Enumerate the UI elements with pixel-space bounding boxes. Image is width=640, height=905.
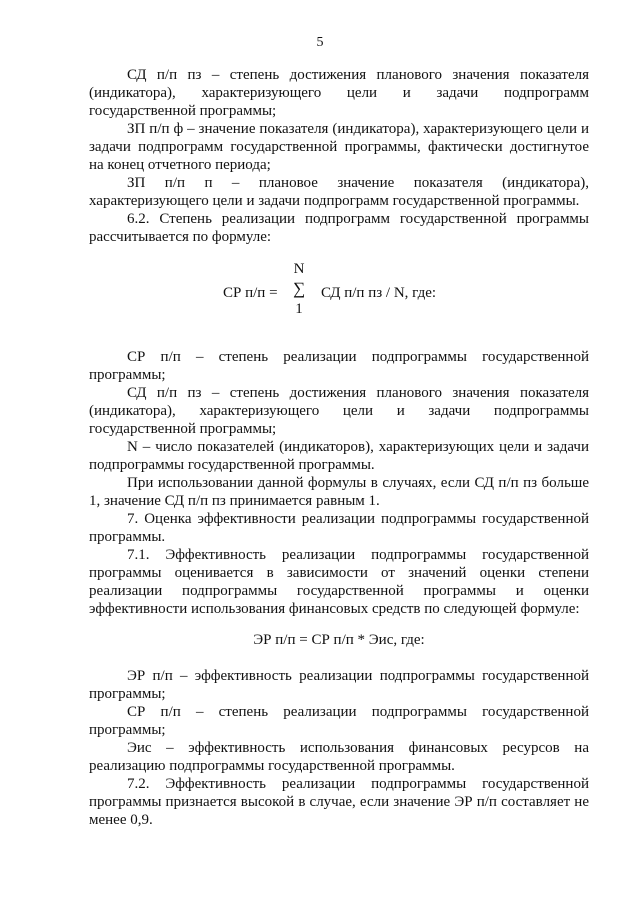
sum-upper-limit: N [293,261,305,277]
formula-rhs: СД п/п пз / N, где: [321,285,437,301]
paragraph: ЭР п/п – эффективность реализации подпрограммы государственной программы; [89,668,589,702]
page-number: 5 [316,35,324,50]
paragraph: При использовании данной формулы в случаях, если СД п/п пз больше 1, значение СД п/п пз принимается равным 1. [89,475,589,509]
formula-sr [89,260,589,326]
section-heading: 7. Оценка эффективности реализации подпрограммы государственной программы. [89,511,589,545]
formula-er: ЭР п/п = СР п/п * Эис, где: [253,632,425,648]
paragraph: СД п/п пз – степень достижения планового значения показателя (индикатора), характеризующего цели и задачи подпрограммы государственной программы; [89,385,589,437]
paragraph: ЗП п/п ф – значение показателя (индикатора), характеризующего цели и задачи подпрограмм государственной программы, фактически достигнутое на конец отчетного периода; [89,121,589,173]
sigma-symbol: ∑ [292,279,306,298]
paragraph: 6.2. Степень реализации подпрограмм государственной программы рассчитывается по формуле: [89,211,589,245]
paragraph: ЗП п/п п – плановое значение показателя (индикатора), характеризующего цели и задачи подпрограмм государственной программы. [89,175,589,209]
paragraph: 7.1. Эффективность реализации подпрограммы государственной программы оценивается в зависимости от значений оценки степени реализации подпрограммы государственной программы и оценки эффективности использования финансовых средств по следующей формуле: [89,547,589,617]
paragraph: 7.2. Эффективность реализации подпрограммы государственной программы признается высокой в случае, если значение ЭР п/п составляет не менее 0,9. [89,776,589,828]
paragraph: N – число показателей (индикаторов), характеризующих цели и задачи подпрограммы государственной программы. [89,439,589,473]
paragraph: СР п/п – степень реализации подпрограммы государственной программы; [89,349,589,383]
summation [291,260,307,318]
paragraph: СД п/п пз – степень достижения планового значения показателя (индикатора), характеризующего цели и задачи подпрограмм государственной программы; [89,67,589,119]
document-body [89,66,589,829]
paragraph: СР п/п – степень реализации подпрограммы государственной программы; [89,704,589,738]
sum-lower-limit: 1 [295,301,303,317]
paragraph: Эис – эффективность использования финансовых ресурсов на реализацию подпрограммы государственной программы. [89,740,589,774]
formula-lhs: СР п/п = [223,285,278,301]
